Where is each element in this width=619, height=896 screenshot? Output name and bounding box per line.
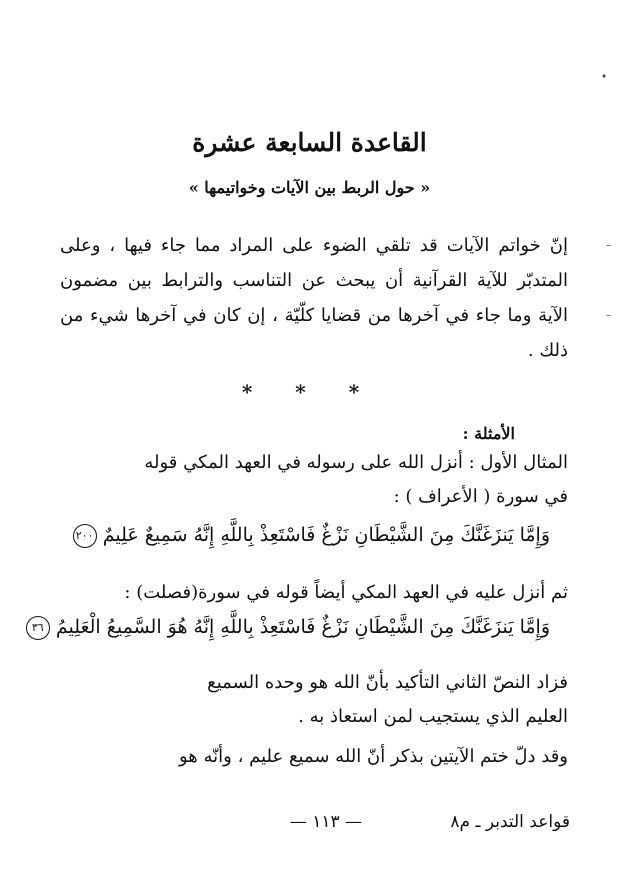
examples-heading: الأمثلة :	[462, 424, 515, 443]
verse-1-number: ٢٠٠	[73, 524, 97, 548]
section-separator: * * *	[241, 380, 378, 404]
chapter-subtitle: « حول الربط بين الآيات وخواتيمها »	[188, 178, 431, 197]
verse-2-text: وَإِمَّا يَنزَغَنَّكَ مِنَ الشَّيْطَانِ نَزْغٌ فَاسْتَعِذْ بِاللَّهِ إِنَّهُ هُوَ السَّمِيعُ الْعَلِيمُ	[55, 616, 550, 638]
footer-running-title: قواعد التدبر ـ م٨	[450, 812, 570, 832]
scan-mark-dot: •	[601, 72, 607, 83]
intro-paragraph: إنّ خواتم الآيات قد تلقي الضوء على المراد مما جاء فيها ، وعلى المتدبّر للآية القرآنية أن يبحث عن التناسب والترابط بين مضمون الآية وما جاء في آخرها من قضايا كلّيّة ، إن كان في آخرها شيء من ذلك .	[60, 235, 568, 361]
footer-page-number: — ١١٣ —	[289, 812, 362, 832]
example-one-line-2: في سورة ( الأعراف ) :	[393, 486, 568, 507]
verse-2-number: ٣٦	[26, 616, 50, 640]
verse-1-text: وَإِمَّا يَنزَغَنَّكَ مِنَ الشَّيْطَانِ نَزْغٌ فَاسْتَعِذْ بِاللَّهِ إِنَّهُ سَمِيعٌ عَلِيمٌ	[102, 524, 550, 546]
scan-mark-dash: –	[606, 240, 611, 251]
quran-verse-2	[31, 616, 550, 640]
page-footer	[60, 812, 570, 842]
comment-line-1: فزاد النصّ الثاني التأكيد بأنّ الله هو وحده السميع	[207, 672, 568, 693]
quran-verse-1	[75, 524, 550, 548]
example-one-line-3: ثم أنزل عليه في العهد المكي أيضاً قوله في سورة(فصلت) :	[124, 582, 568, 603]
example-one-line-1: المثال الأول : أنزل الله على رسوله في العهد المكي قوله	[144, 452, 568, 473]
scan-mark-dash: –	[606, 310, 611, 321]
chapter-title: القاعدة السابعة عشرة	[192, 128, 427, 157]
comment-line-2: العليم الذي يستجيب لمن استعاذ به .	[298, 706, 568, 727]
last-line: وقد دلّ ختم الآيتين بذكر أنّ الله سميع عليم ، وأنّه هو	[179, 746, 568, 767]
